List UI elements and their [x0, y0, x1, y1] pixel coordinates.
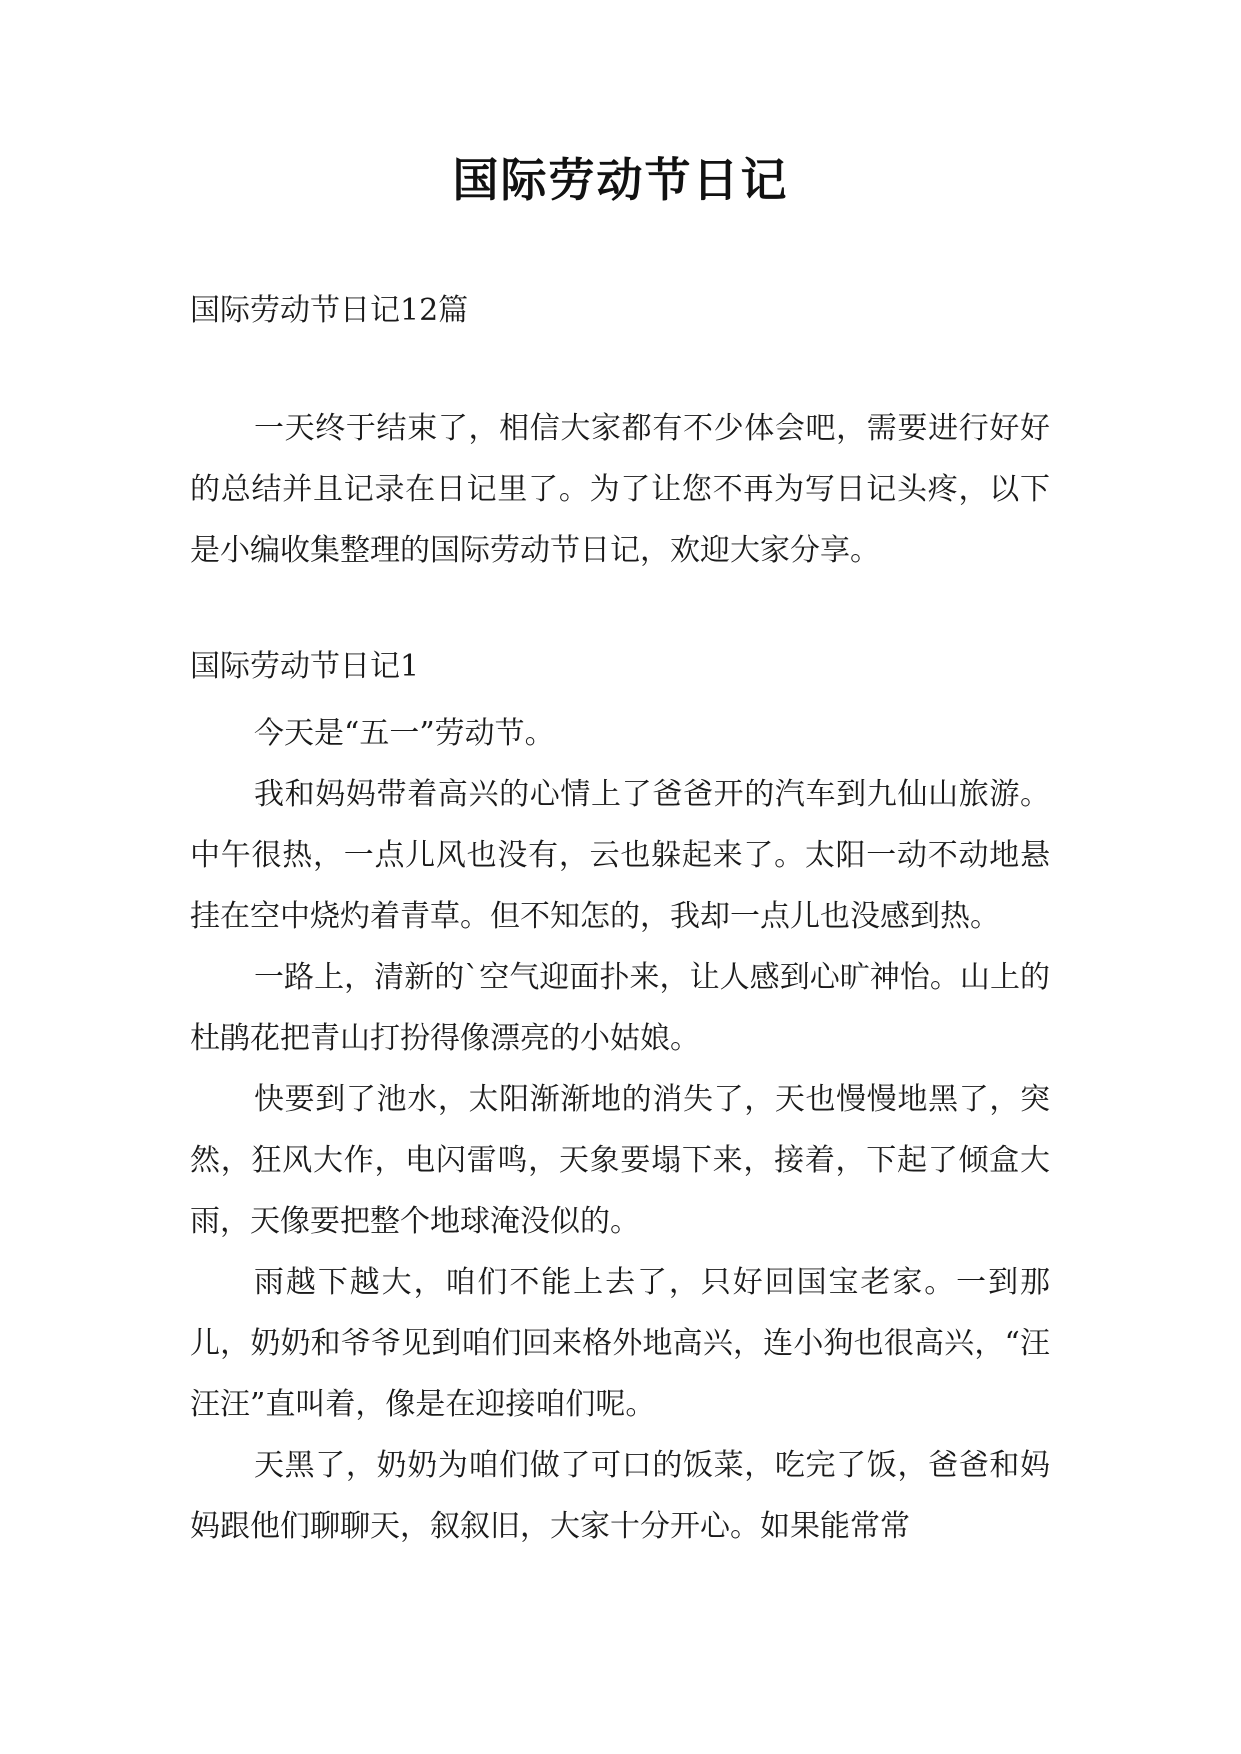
body-paragraph: 今天是“五一”劳动节。: [254, 716, 555, 751]
document-title: 国际劳动节日记: [452, 153, 789, 207]
body-paragraph: 快要到了池水，太阳渐渐地的消失了，天也慢慢地黑了，突然，狂风大作，电闪雷鸣，天象要塌下来，接着，下起了倾盒大雨，天像要把整个地球淹没似的。: [190, 1082, 1050, 1239]
intro-paragraph: 一天终于结束了，相信大家都有不少体会吧，需要进行好好的总结并且记录在日记里了。为了让您不再为写日记头疼，以下是小编收集整理的国际劳动节日记，欢迎大家分享。: [190, 411, 1050, 568]
section-heading: 国际劳动节日记1: [190, 649, 420, 684]
document-body: [190, 290, 1050, 1557]
body-paragraph: 一路上，清新的`空气迎面扑来，让人感到心旷神怡。山上的杜鹃花把青山打扮得像漂亮的小姑娘。: [190, 960, 1050, 1056]
body-paragraph: 我和妈妈带着高兴的心情上了爸爸开的汽车到九仙山旅游。中午很热，一点儿风也没有，云也躲起来了。太阳一动不动地悬挂在空中烧灼着青草。但不知怎的，我却一点儿也没感到热。: [190, 777, 1050, 934]
body-paragraph: 天黑了，奶奶为咱们做了可口的饭菜，吃完了饭，爸爸和妈妈跟他们聊聊天，叙叙旧，大家十分开心。如果能常常: [190, 1448, 1050, 1544]
body-paragraph: 雨越下越大，咱们不能上去了，只好回国宝老家。一到那儿，奶奶和爷爷见到咱们回来格外地高兴，连小狗也很高兴，“汪汪汪”直叫着，像是在迎接咱们呢。: [190, 1265, 1050, 1422]
document-subtitle: 国际劳动节日记12篇: [190, 293, 469, 328]
